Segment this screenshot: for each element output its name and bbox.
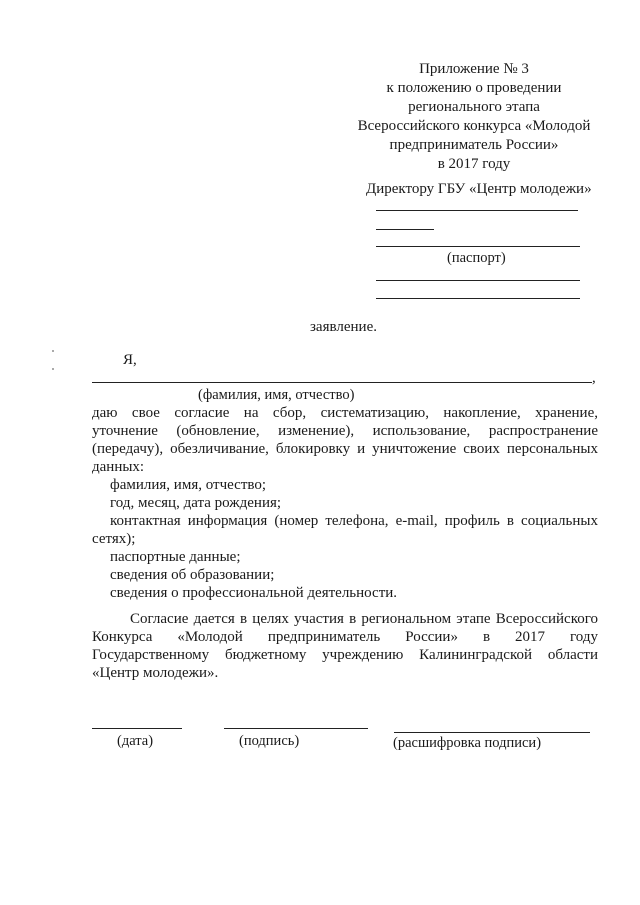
purpose-paragraph bbox=[92, 610, 598, 682]
appendix-ref-line6: в 2017 году bbox=[437, 156, 511, 172]
list-item-continuation: сетях); bbox=[92, 531, 136, 547]
purpose-line-2: Конкурса «Молодой предприниматель России» в 2017 году bbox=[92, 629, 598, 645]
appendix-header bbox=[330, 60, 618, 174]
consent-line-3: (передачу), обезличивание, блокировку и уничтожение своих персональных bbox=[92, 441, 598, 457]
list-item: сведения об образовании; bbox=[110, 567, 275, 583]
decoding-caption: (расшифровка подписи) bbox=[393, 735, 542, 751]
consent-text bbox=[92, 404, 598, 602]
sender-line-4 bbox=[376, 280, 580, 281]
fio-caption: (фамилия, имя, отчество) bbox=[198, 387, 355, 403]
purpose-line-3: Государственному бюджетному учреждению Калининградской области bbox=[92, 647, 598, 663]
consent-line-2: уточнение (обновление, изменение), использование, распространение bbox=[92, 423, 598, 439]
sender-line-5 bbox=[376, 298, 580, 299]
signature-line bbox=[224, 728, 368, 729]
list-item: год, месяц, дата рождения; bbox=[110, 495, 282, 511]
sender-line-2 bbox=[376, 229, 434, 230]
consent-line-4: данных: bbox=[92, 459, 145, 475]
purpose-line-4: «Центр молодежи». bbox=[92, 665, 219, 681]
fio-line bbox=[92, 382, 592, 383]
document-title: заявление. bbox=[310, 319, 377, 335]
scan-speck bbox=[52, 368, 54, 370]
list-item: паспортные данные; bbox=[110, 549, 241, 565]
ya-label: Я, bbox=[123, 352, 137, 368]
appendix-ref-line5: предприниматель России» bbox=[389, 137, 559, 153]
appendix-number: Приложение № 3 bbox=[419, 61, 529, 77]
date-line bbox=[92, 728, 182, 729]
sender-line-3 bbox=[376, 246, 580, 247]
passport-caption: (паспорт) bbox=[447, 250, 506, 266]
decoding-line bbox=[394, 732, 590, 733]
purpose-line-1: Согласие дается в целях участия в региональном этапе Всероссийского bbox=[130, 611, 598, 627]
fio-comma: , bbox=[592, 370, 596, 386]
sender-line-1 bbox=[376, 210, 578, 211]
addressee: Директору ГБУ «Центр молодежи» bbox=[366, 181, 592, 197]
date-caption: (дата) bbox=[117, 733, 154, 749]
signature-caption: (подпись) bbox=[239, 733, 300, 749]
appendix-ref-line4: Всероссийского конкурса «Молодой bbox=[357, 118, 591, 134]
appendix-ref-line2: к положению о проведении bbox=[386, 80, 562, 96]
appendix-ref-line3: регионального этапа bbox=[408, 99, 540, 115]
list-item: сведения о профессиональной деятельности. bbox=[110, 585, 398, 601]
scan-speck bbox=[52, 350, 54, 352]
consent-line-1: даю свое согласие на сбор, систематизацию, накопление, хранение, bbox=[92, 405, 598, 421]
list-item: фамилия, имя, отчество; bbox=[110, 477, 267, 493]
list-item: контактная информация (номер телефона, e-mail, профиль в социальных bbox=[110, 513, 598, 529]
